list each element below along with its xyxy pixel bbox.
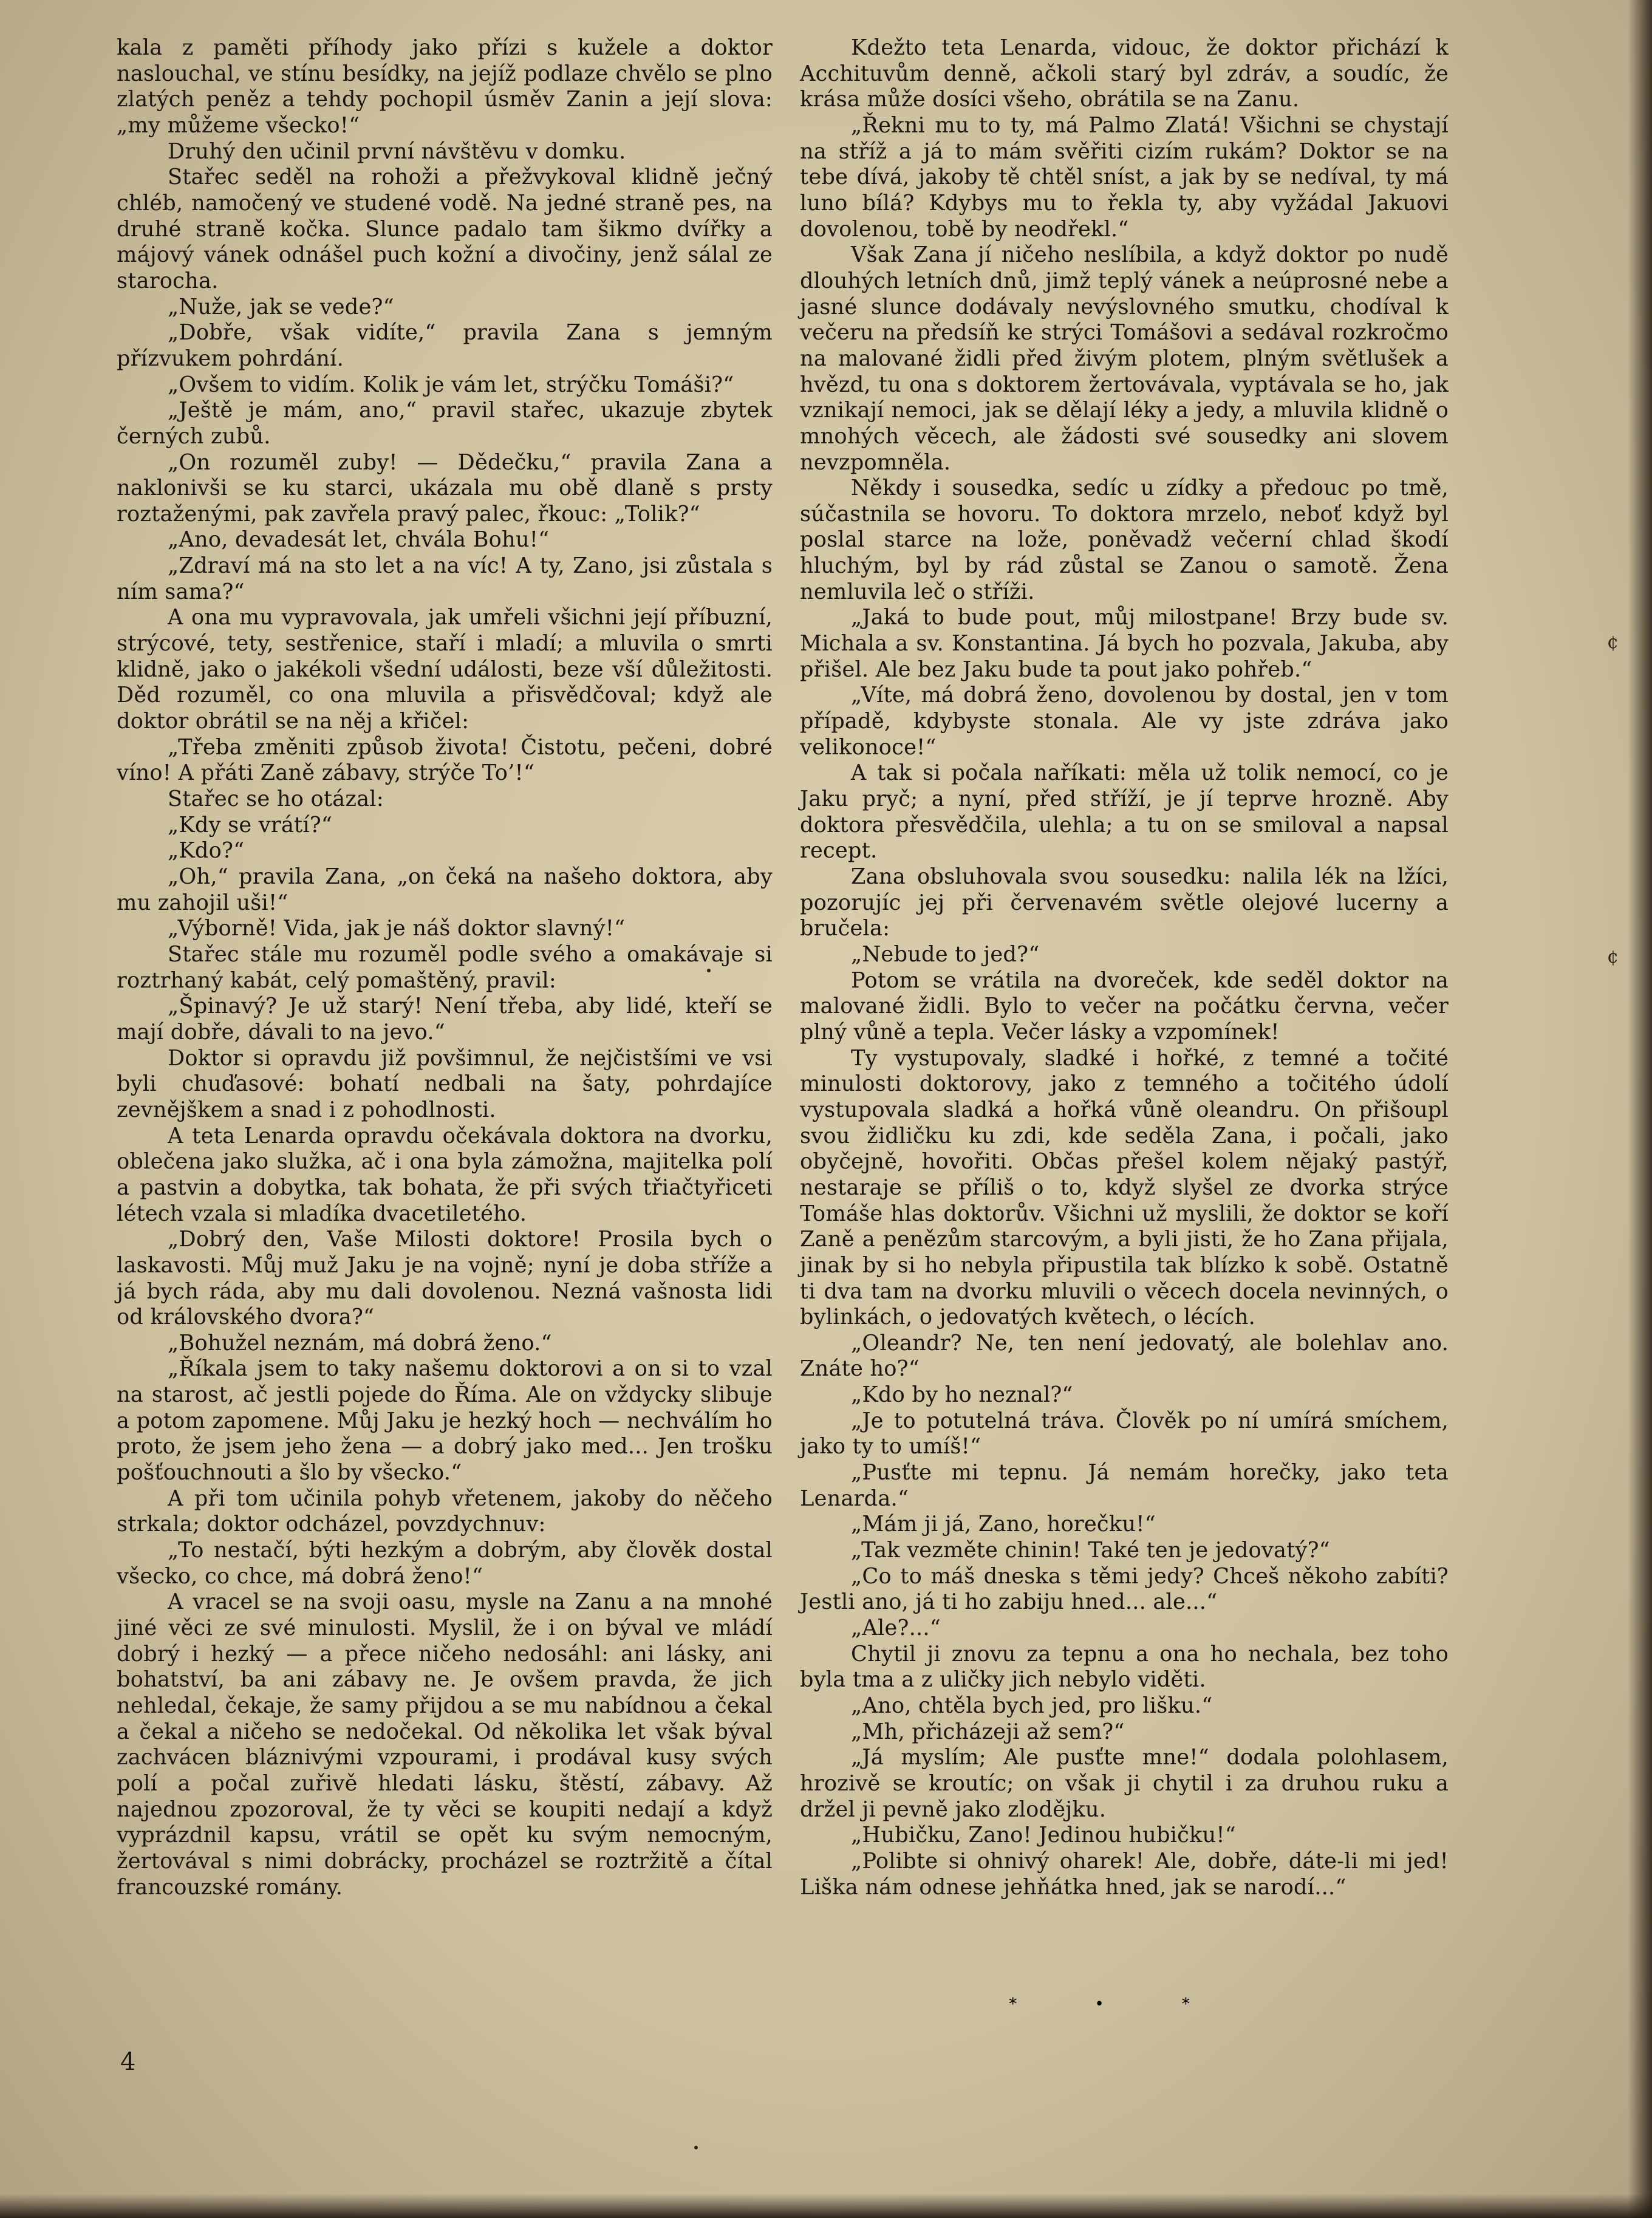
- paragraph: Kdežto teta Lenarda, vidouc, že doktor přichází k Acchituvům denně, ačkoli starý byl zdráv, a soudíc, že krása může dosíci všeho, obrátila se na Zanu.: [800, 35, 1449, 112]
- paragraph: „Kdo?“: [168, 838, 245, 864]
- paragraph: „Mh, přicházeji až sem?“: [851, 1719, 1125, 1744]
- paragraph: „Dobrý den, Vaše Milosti doktore! Prosila bych o laskavosti. Můj muž Jaku je na vojně; nyní je doba stříže a já bych ráda, aby mu dali dovolenou. Nezná vašnosta lidi od královského dvora?“: [117, 1227, 773, 1330]
- paragraph: „To nestačí, býti hezkým a dobrým, aby člověk dostal všecko, co chce, má dobrá ženo!“: [117, 1538, 773, 1589]
- paragraph: „Nuže, jak se vede?“: [168, 294, 394, 319]
- paragraph: „Oleandr? Ne, ten není jedovatý, ale bolehlav ano. Znáte ho?“: [800, 1330, 1449, 1382]
- paragraph: „Zdraví má na sto let a na víc! A ty, Zano, jsi zůstala s ním sama?“: [117, 553, 773, 604]
- paragraph: Stařec se ho otázal:: [168, 787, 384, 812]
- paragraph: „Říkala jsem to taky našemu doktorovi a on si to vzal na starost, ač jestli pojede do Říma. Ale on vždycky slibuje a potom zapomene. Můj Jaku je hezký hoch — nechválím ho proto, že jsem jeho žena — a dobrý jako med... Jen trošku pošťouchnouti a šlo by všecko.“: [117, 1356, 773, 1486]
- paragraph: „Třeba změniti způsob života! Čistotu, pečeni, dobré víno! A přáti Zaně zábavy, strýče To’!“: [117, 734, 773, 786]
- paragraph: „Kdo by ho neznal?“: [851, 1382, 1073, 1408]
- paragraph: „Nebude to jed?“: [851, 941, 1040, 967]
- paragraph: A při tom učinila pohyb vřetenem, jakoby do něčeho strkala; doktor odcházel, povzdychnuv:: [117, 1486, 773, 1537]
- paragraph: Stařec seděl na rohoži a přežvykoval klidně ječný chléb, namočený ve studené vodě. Na jedné straně pes, na druhé straně kočka. Slunce padalo tam šikmo dvířky a májový vánek odnášel puch kožní a divočiny, jenž sálal ze starocha.: [117, 165, 773, 293]
- paragraph: „Já myslím; Ale pusťte mne!“ dodala polohlasem, hrozivě se kroutíc; on však ji chytil i za druhou ruku a držel ji pevně jako zlodějku.: [800, 1745, 1449, 1822]
- paragraph: „Špinavý? Je už starý! Není třeba, aby lidé, kteří se mají dobře, dávali to na jevo.“: [117, 994, 773, 1045]
- paragraph: „Tak vezměte chinin! Také ten je jedovatý?“: [851, 1538, 1330, 1563]
- paragraph: A teta Lenarda opravdu očekávala doktora na dvorku, oblečena jako služka, ač i ona byla zámožna, majitelka polí a pastvin a dobytka, tak bohata, že při svých třiačtyřiceti létech vzala si mladíka dvacetiletého.: [117, 1123, 773, 1226]
- paragraph: „On rozuměl zuby! — Dědečku,“ pravila Zana a naklonivši se ku starci, ukázala mu obě dlaně s prsty roztaženými, pak zavřela pravý palec, řkouc: „Tolik?“: [117, 449, 773, 527]
- paragraph: Doktor si opravdu již povšimnul, že nejčistšími ve vsi byli chuďasové: bohatí nedbali na šaty, pohrdajíce zevnějškem a snad i z pohodlnosti.: [117, 1045, 773, 1122]
- margin-mark: ¢: [1607, 632, 1619, 653]
- paragraph: „Víte, má dobrá ženo, dovolenou by dostal, jen v tom případě, kdybyste stonala. Ale vy jste zdráva jako velikonoce!“: [800, 683, 1449, 760]
- paragraph: „Řekni mu to ty, má Palmo Zlatá! Všichni se chystají na stříž a já to mám svěřiti cizím rukám? Doktor se na tebe dívá, jakoby tě chtěl sníst, a jak by se nedíval, ty má luno bílá? Kdybys mu to řekla ty, aby vyžádal Jakuovi dovolenou, tobě by neodřekl.“: [800, 112, 1449, 242]
- paragraph: „Ano, devadesát let, chvála Bohu!“: [168, 527, 550, 553]
- paragraph: „Bohužel neznám, má dobrá ženo.“: [168, 1330, 552, 1356]
- paragraph: A vracel se na svoji oasu, mysle na Zanu a na mnohé jiné věci ze své minulosti. Myslil, že i on býval ve mládí dobrý i hezký — a přece ničeho nedosáhl: ani lásky, ani bohatství, ba ani zábavy ne. Je ovšem pravda, že jich nehledal, čekaje, že samy přijdou a se mu nabídnou a čekal a čekal a ničeho se nedočekal. Od několika let však býval zachvácen bláznivými vzpourami, i prodával kusy svých polí a počal zuřivě hledati lásku, štěstí, zábavy. Až najednou zpozoroval, že ty věci se koupiti nedají a když vyprázdnil kapsu, vrátil se opět ku svým nemocným, žertovával s nimi dobrácky, procházel se roztržitě a čítal francouzské romány.: [117, 1589, 773, 1900]
- paragraph: „Ale?...“: [851, 1616, 941, 1641]
- paragraph: Druhý den učinil první návštěvu v domku.: [168, 138, 626, 164]
- page-edge-shadow: [1628, 0, 1652, 2218]
- right-text-column: [800, 35, 1449, 1900]
- paragraph: Potom se vrátila na dvoreček, kde seděl doktor na malované židli. Bylo to večer na počátku června, večer plný vůně a tepla. Večer lásky a vzpomínek!: [800, 967, 1449, 1045]
- page-number: 4: [120, 2048, 136, 2076]
- paragraph: „Polibte si ohnivý oharek! Ale, dobře, dáte-li mi jed! Liška nám odnese jehňátka hned, jak se narodí...“: [800, 1848, 1449, 1900]
- paragraph: Ty vystupovaly, sladké i hořké, z temné a točité minulosti doktorovy, jako z temného a točitého údolí vystupovala sladká a hořká vůně oleandru. On přišoupl svou židličku ku zdi, kde seděla Zana, i počali, jako obyčejně, hovořiti. Občas přešel kolem nějaký pastýř, nestaraje se příliš o to, když slyšel ze dvorka strýce Tomáše hlas doktorův. Všichni už myslili, že doktor se koří Zaně a penězům starcovým, a byli jisti, že ho Zana přijala, jinak by si ho nebyla připustila tak blízko k sobě. Ostatně ti dva tam na dvorku mluvili o věcech docela nevinných, o bylinkách, o jedovatých květech, o lécích.: [800, 1045, 1449, 1330]
- paragraph: „Hubičku, Zano! Jedinou hubičku!“: [851, 1823, 1236, 1848]
- paragraph: „Jaká to bude pout, můj milostpane! Brzy bude sv. Michala a sv. Konstantina. Já bych ho pozvala, Jakuba, aby přišel. Ale bez Jaku bude ta pout jako pohřeb.“: [800, 605, 1449, 682]
- paragraph: A tak si počala naříkati: měla už tolik nemocí, co je Jaku pryč; a nyní, před stříží, je jí teprve hrozně. Aby doktora přesvědčila, ulehla; a tu on se smiloval a napsal recept.: [800, 760, 1449, 864]
- paragraph: „Dobře, však vidíte,“ pravila Zana s jemným přízvukem pohrdání.: [117, 320, 773, 371]
- paragraph: A ona mu vypravovala, jak umřeli všichni její příbuzní, strýcové, tety, sestřenice, staří i mladí; a mluvila o smrti klidně, jako o jakékoli všední události, beze vší důležitosti. Děd rozuměl, co ona mluvila a přisvědčoval; když ale doktor obrátil se na něj a křičel:: [117, 605, 773, 734]
- paragraph: „Co to máš dneska s těmi jedy? Chceš někoho zabíti? Jestli ano, já ti ho zabiju hned... ale...“: [800, 1563, 1449, 1615]
- paragraph: „Ano, chtěla bych jed, pro lišku.“: [851, 1693, 1213, 1718]
- paragraph: Zana obsluhovala svou sousedku: nalila lék na lžíci, pozorujíc jej při červenavém světle olejové lucerny a bručela:: [800, 864, 1449, 941]
- paragraph: „Kdy se vrátí?“: [168, 812, 333, 838]
- page-edge-shadow: [0, 2194, 1652, 2218]
- paragraph: „Ovšem to vidím. Kolik je vám let, strýčku Tomáši?“: [168, 372, 734, 397]
- paragraph: „Pusťte mi tepnu. Já nemám horečky, jako teta Lenarda.“: [800, 1460, 1449, 1511]
- section-separator: * • *: [1009, 1995, 1226, 2013]
- margin-mark: ¢: [1607, 946, 1619, 967]
- paragraph: Však Zana jí ničeho neslíbila, a když doktor po nudě dlouhých letních dnů, jimž teplý vánek a neúprosné nebe a jasné slunce dodávaly nevýslovného smutku, chodíval k večeru na předsíň ke strýci Tomášovi a sedával rozkročmo na malované židli před živým plotem, plným světlušek a hvězd, tu ona s doktorem žertovávala, vyptávala se ho, jak vznikají nemoci, jak se dělají léky a jedy, a mluvila klidně o mnohých věcech, ale žádosti své sousedky ani slovem nevzpomněla.: [800, 242, 1449, 475]
- paragraph: „Výborně! Vida, jak je náš doktor slavný!“: [168, 916, 626, 941]
- page-speck: [694, 2146, 698, 2149]
- left-text-column: [117, 35, 773, 1900]
- paragraph: Stařec stále mu rozuměl podle svého a omakávaje si roztrhaný kabát, celý pomaštěný, pravil:: [117, 941, 773, 993]
- paragraph: „Mám ji já, Zano, horečku!“: [851, 1512, 1156, 1537]
- paragraph: Chytil ji znovu za tepnu a ona ho nechala, bez toho byla tma a z uličky jich nebylo viděti.: [800, 1641, 1449, 1693]
- paragraph: kala z paměti příhody jako přízi s kužele a doktor naslouchal, ve stínu besídky, na jejíž podlaze chvělo se plno zlatých peněz a tehdy pochopil úsměv Zanin a její slova: „my můžeme všecko!“: [117, 35, 773, 138]
- paragraph: „Je to potutelná tráva. Člověk po ní umírá smíchem, jako ty to umíš!“: [800, 1408, 1449, 1459]
- paragraph: „Ještě je mám, ano,“ pravil stařec, ukazuje zbytek černých zubů.: [117, 398, 773, 449]
- paragraph: „Oh,“ pravila Zana, „on čeká na našeho doktora, aby mu zahojil uši!“: [117, 864, 773, 915]
- page-speck: [707, 969, 711, 972]
- paragraph: Někdy i sousedka, sedíc u zídky a předouc po tmě, súčastnila se hovoru. To doktora mrzelo, neboť když byl poslal starce na lože, poněvadž večerní chlad škodí hluchým, byl by rád zůstal se Zanou o samotě. Žena nemluvila leč o stříži.: [800, 476, 1449, 604]
